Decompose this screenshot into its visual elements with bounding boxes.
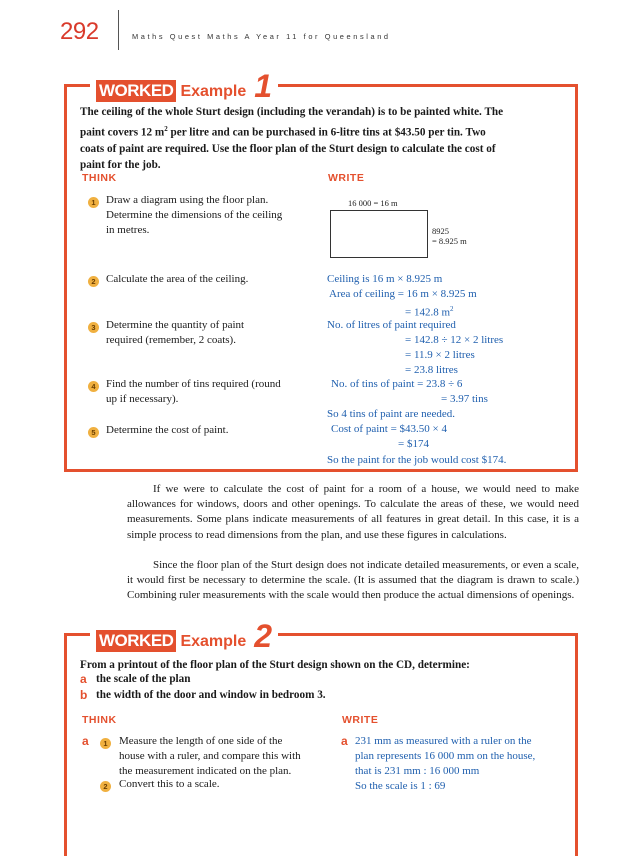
worked-label: WORKED [96, 630, 176, 652]
write-line: = 23.8 litres [405, 364, 458, 376]
write-line: = 142.8 ÷ 12 × 2 litres [405, 334, 504, 346]
write-line: So the paint for the job would cost $174. [327, 454, 507, 466]
example-2-problem: From a printout of the floor plan of the Sturt design shown on the CD, determine: [80, 659, 470, 671]
body-paragraph-2: Since the floor plan of the Sturt design does not indicate detailed measurements, or even a scale, it would first be necessary to determine the scale. (It is assumed that the diagram is drawn to scale.) Combining ruler measurements with the scale would then produce the actual dimensions of openings. [127, 559, 579, 602]
step-badge: 2 [88, 276, 99, 287]
think-heading: THINK [82, 172, 117, 184]
ex2-think-step-2: Convert this to a scale. [119, 778, 220, 790]
think-step-2: Calculate the area of the ceiling. [106, 273, 249, 285]
write-heading: WRITE [342, 714, 379, 726]
part-a-letter: a [80, 672, 87, 686]
think-step-1: Draw a diagram using the floor plan. Determine the dimensions of the ceiling in metres. [106, 194, 283, 236]
write-line: = 142.8 $m^2$ [405, 305, 454, 319]
write-line: = 11.9 × 2 litres [405, 349, 475, 361]
think-heading: THINK [82, 714, 117, 726]
think-step-4: Find the number of tins required (round up if necessary). [106, 378, 281, 405]
step-badge: 2 [100, 781, 111, 792]
page-number: 292 [60, 18, 99, 45]
think-step-3: Determine the quantity of paint required (remember, 2 coats). [106, 319, 245, 346]
ex2-think-step-1: Measure the length of one side of the house with a ruler, and compare this with the measurement indicated on the plan. [119, 735, 301, 777]
write-line: Ceiling is 16 m × 8.925 m [327, 273, 443, 285]
write-line: = 3.97 tins [441, 393, 488, 405]
diagram-width-label: 16 000 = 16 m [348, 198, 398, 208]
running-head: Maths Quest Maths A Year 11 for Queensland [132, 32, 391, 41]
worked-example-2-tab [90, 618, 278, 652]
ceiling-diagram [330, 210, 428, 258]
write-line: No. of tins of paint = 23.8 ÷ 6 [331, 378, 463, 390]
think-part-a-letter: a [82, 734, 89, 748]
write-line: No. of litres of paint required [327, 319, 456, 331]
write-line: So the scale is 1 : 69 [355, 780, 446, 792]
diagram-height-label: 8925 [432, 226, 449, 236]
think-step-5: Determine the cost of paint. [106, 424, 229, 436]
write-line: So 4 tins of paint are needed. [327, 408, 455, 420]
example-label: Example [180, 83, 247, 100]
step-badge: 1 [88, 197, 99, 208]
part-b-letter: b [80, 688, 88, 702]
write-line: plan represents 16 000 mm on the house, [355, 750, 536, 762]
example-number: 1 [254, 68, 273, 104]
worked-example-1-tab [90, 68, 278, 102]
part-a-text: the scale of the plan [96, 673, 191, 685]
part-b-text: the width of the door and window in bedroom 3. [96, 689, 326, 701]
write-line: 231 mm as measured with a ruler on the [355, 735, 532, 747]
step-badge: 5 [88, 427, 99, 438]
write-heading: WRITE [328, 172, 365, 184]
step-badge: 1 [100, 738, 111, 749]
write-line: = $174 [398, 438, 429, 450]
example-number: 2 [254, 618, 273, 654]
write-part-a-letter: a [341, 734, 348, 748]
example-1-problem: The ceiling of the whole Sturt design (including the verandah) is to be painted white. The paint covers 12 $m^2$ per litre and can be purchased in 6-litre tins at $43.50 per tin. Two coats of paint are required. Use the floor plan of the Sturt design to calculate the cost of paint for the job. [80, 106, 504, 172]
write-line: that is 231 mm : 16 000 mm [355, 765, 480, 777]
diagram-height-metres: = 8.925 m [432, 236, 467, 246]
header-divider [118, 10, 119, 50]
write-line: Cost of paint = $43.50 × 4 [331, 423, 447, 435]
step-badge: 3 [88, 322, 99, 333]
example-label: Example [180, 633, 247, 650]
write-line: Area of ceiling = 16 m × 8.925 m [329, 288, 477, 300]
worked-label: WORKED [96, 80, 176, 102]
step-badge: 4 [88, 381, 99, 392]
body-paragraph-1: If we were to calculate the cost of paint for a room of a house, we would need to make allowances for windows, doors and other openings. To calculate the areas of these, we would need measurements. Some plans indicate measurements of all features in great detail. In this case, it is a simple process to read dimensions from the plan, and use these figures in calculations. [127, 483, 579, 541]
